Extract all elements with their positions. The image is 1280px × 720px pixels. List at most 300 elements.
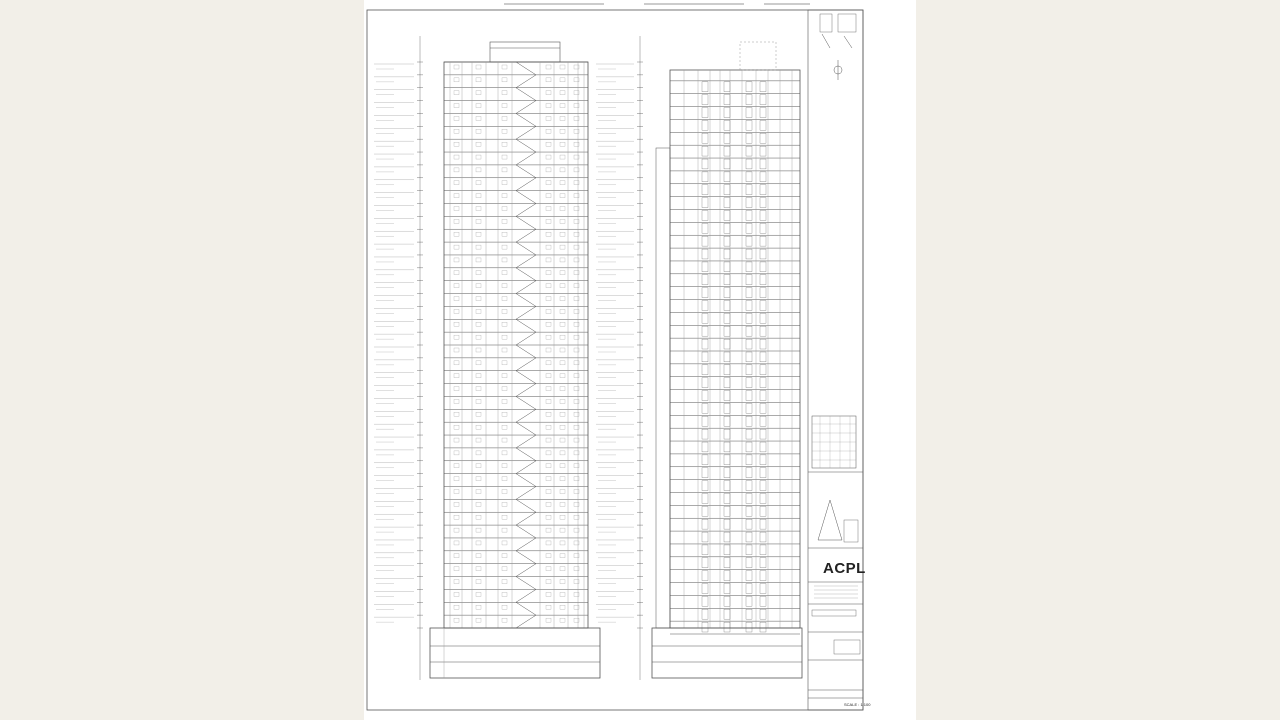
right-window — [702, 108, 708, 118]
left-opening-mark — [546, 348, 551, 352]
left-opening-mark — [454, 361, 459, 365]
left-opening-mark — [476, 567, 481, 571]
right-window — [724, 159, 730, 169]
right-window — [746, 352, 752, 362]
left-opening-mark — [502, 181, 507, 185]
left-opening-mark — [546, 374, 551, 378]
key-plan-sketch — [838, 14, 856, 32]
left-opening-mark — [476, 361, 481, 365]
left-opening-mark — [574, 78, 579, 82]
left-opening-mark — [454, 412, 459, 416]
left-opening-mark — [574, 91, 579, 95]
left-opening-mark — [454, 258, 459, 262]
left-opening-mark — [476, 541, 481, 545]
right-window — [760, 584, 766, 594]
left-opening-mark — [560, 399, 565, 403]
left-opening-mark — [502, 155, 507, 159]
left-opening-mark — [476, 399, 481, 403]
left-opening-mark — [454, 374, 459, 378]
left-opening-mark — [546, 155, 551, 159]
right-window — [702, 571, 708, 581]
left-opening-mark — [546, 258, 551, 262]
left-opening-mark — [476, 284, 481, 288]
left-opening-mark — [502, 554, 507, 558]
left-opening-mark — [574, 592, 579, 596]
right-window — [760, 429, 766, 439]
left-opening-mark — [502, 490, 507, 494]
left-opening-mark — [502, 232, 507, 236]
right-window — [760, 185, 766, 195]
left-opening-mark — [560, 451, 565, 455]
right-window — [746, 262, 752, 272]
left-opening-mark — [454, 425, 459, 429]
left-opening-mark — [546, 322, 551, 326]
right-window — [724, 519, 730, 529]
left-opening-mark — [574, 155, 579, 159]
right-window — [760, 481, 766, 491]
left-opening-mark — [546, 78, 551, 82]
right-window — [702, 146, 708, 156]
left-opening-mark — [574, 104, 579, 108]
left-opening-mark — [454, 464, 459, 468]
left-opening-mark — [476, 219, 481, 223]
left-opening-mark — [546, 567, 551, 571]
left-opening-mark — [574, 181, 579, 185]
left-opening-mark — [574, 284, 579, 288]
left-opening-mark — [502, 412, 507, 416]
right-window — [724, 185, 730, 195]
right-window — [746, 416, 752, 426]
right-window — [724, 571, 730, 581]
right-window — [724, 468, 730, 478]
left-opening-mark — [560, 104, 565, 108]
right-roof-outline — [740, 42, 776, 70]
left-opening-mark — [560, 554, 565, 558]
left-opening-mark — [454, 387, 459, 391]
left-opening-mark — [476, 181, 481, 185]
right-window — [702, 429, 708, 439]
left-opening-mark — [476, 515, 481, 519]
right-window — [760, 545, 766, 555]
right-window — [760, 558, 766, 568]
left-opening-mark — [560, 271, 565, 275]
left-opening-mark — [574, 168, 579, 172]
left-opening-mark — [574, 348, 579, 352]
left-opening-mark — [502, 528, 507, 532]
left-opening-mark — [574, 245, 579, 249]
left-opening-mark — [574, 541, 579, 545]
right-window — [746, 455, 752, 465]
left-opening-mark — [560, 78, 565, 82]
right-window — [760, 159, 766, 169]
left-opening-mark — [476, 271, 481, 275]
left-opening-mark — [574, 297, 579, 301]
right-window — [760, 378, 766, 388]
right-window — [746, 133, 752, 143]
left-opening-mark — [454, 155, 459, 159]
right-window — [746, 481, 752, 491]
left-opening-mark — [546, 232, 551, 236]
left-opening-mark — [574, 194, 579, 198]
left-opening-mark — [560, 528, 565, 532]
right-window — [702, 506, 708, 516]
left-opening-mark — [574, 528, 579, 532]
right-window — [702, 455, 708, 465]
right-window — [724, 236, 730, 246]
right-window — [702, 326, 708, 336]
right-window — [724, 429, 730, 439]
left-opening-mark — [454, 309, 459, 313]
left-opening-mark — [546, 477, 551, 481]
left-opening-mark — [454, 104, 459, 108]
right-window — [746, 198, 752, 208]
title-block-logo: ACPL — [823, 560, 866, 577]
right-window — [724, 416, 730, 426]
left-opening-mark — [574, 116, 579, 120]
left-opening-mark — [502, 502, 507, 506]
left-opening-mark — [454, 541, 459, 545]
right-window — [760, 133, 766, 143]
left-opening-mark — [502, 387, 507, 391]
right-window — [746, 185, 752, 195]
left-opening-mark — [476, 309, 481, 313]
right-window — [702, 82, 708, 92]
left-opening-mark — [476, 592, 481, 596]
left-opening-mark — [454, 477, 459, 481]
left-opening-mark — [574, 335, 579, 339]
right-window — [702, 133, 708, 143]
left-opening-mark — [574, 399, 579, 403]
key-plan-sketch — [820, 14, 832, 32]
left-opening-mark — [476, 412, 481, 416]
right-window — [724, 532, 730, 542]
left-opening-mark — [560, 490, 565, 494]
left-opening-mark — [560, 297, 565, 301]
left-opening-mark — [502, 477, 507, 481]
left-opening-mark — [546, 129, 551, 133]
right-window — [724, 494, 730, 504]
left-opening-mark — [502, 168, 507, 172]
right-window — [760, 339, 766, 349]
right-window — [760, 275, 766, 285]
right-window — [724, 506, 730, 516]
left-opening-mark — [546, 207, 551, 211]
right-window — [702, 519, 708, 529]
left-opening-mark — [476, 207, 481, 211]
right-window — [724, 82, 730, 92]
left-opening-mark — [502, 91, 507, 95]
left-opening-mark — [546, 181, 551, 185]
left-opening-mark — [574, 477, 579, 481]
right-window — [724, 95, 730, 105]
right-window — [724, 352, 730, 362]
right-window — [702, 352, 708, 362]
right-window — [724, 339, 730, 349]
right-window — [746, 82, 752, 92]
left-opening-mark — [476, 142, 481, 146]
right-window — [760, 365, 766, 375]
left-opening-mark — [454, 194, 459, 198]
left-opening-mark — [574, 554, 579, 558]
left-opening-mark — [546, 554, 551, 558]
left-opening-mark — [476, 297, 481, 301]
right-window — [702, 288, 708, 298]
right-window — [760, 236, 766, 246]
left-opening-mark — [502, 618, 507, 622]
left-opening-mark — [574, 567, 579, 571]
left-opening-mark — [476, 232, 481, 236]
right-window — [724, 120, 730, 130]
left-opening-mark — [454, 271, 459, 275]
right-window — [702, 558, 708, 568]
right-window — [746, 120, 752, 130]
right-window — [702, 532, 708, 542]
right-window — [746, 622, 752, 632]
left-opening-mark — [560, 374, 565, 378]
right-window — [724, 378, 730, 388]
right-window — [746, 211, 752, 221]
left-opening-mark — [502, 78, 507, 82]
right-window — [702, 545, 708, 555]
left-opening-mark — [454, 322, 459, 326]
right-window — [724, 584, 730, 594]
right-window — [724, 288, 730, 298]
right-window — [702, 468, 708, 478]
left-opening-mark — [454, 554, 459, 558]
right-window — [702, 584, 708, 594]
left-opening-mark — [502, 567, 507, 571]
right-window — [746, 494, 752, 504]
left-opening-mark — [560, 194, 565, 198]
left-opening-mark — [574, 361, 579, 365]
left-opening-mark — [476, 374, 481, 378]
left-opening-mark — [454, 335, 459, 339]
left-opening-mark — [560, 592, 565, 596]
left-opening-mark — [546, 297, 551, 301]
left-opening-mark — [502, 605, 507, 609]
left-opening-mark — [574, 374, 579, 378]
left-opening-mark — [454, 78, 459, 82]
left-opening-mark — [502, 65, 507, 69]
left-opening-mark — [560, 245, 565, 249]
title-block-scale: SCALE : 1:100 — [844, 702, 871, 707]
left-opening-mark — [502, 361, 507, 365]
left-opening-mark — [560, 168, 565, 172]
right-window — [724, 133, 730, 143]
left-opening-mark — [560, 605, 565, 609]
right-window — [702, 172, 708, 182]
left-opening-mark — [476, 528, 481, 532]
left-opening-mark — [560, 580, 565, 584]
right-window — [760, 172, 766, 182]
right-window — [746, 326, 752, 336]
right-window — [702, 339, 708, 349]
right-window — [760, 198, 766, 208]
left-opening-mark — [560, 258, 565, 262]
right-window — [746, 159, 752, 169]
left-opening-mark — [476, 477, 481, 481]
left-opening-mark — [502, 541, 507, 545]
right-window — [702, 159, 708, 169]
right-window — [760, 609, 766, 619]
left-opening-mark — [502, 438, 507, 442]
right-window — [746, 609, 752, 619]
right-window — [702, 442, 708, 452]
right-window — [760, 519, 766, 529]
left-opening-mark — [476, 490, 481, 494]
left-opening-mark — [546, 116, 551, 120]
left-opening-mark — [454, 65, 459, 69]
right-window — [746, 365, 752, 375]
right-window — [760, 391, 766, 401]
left-opening-mark — [546, 490, 551, 494]
left-opening-mark — [574, 309, 579, 313]
right-window — [760, 442, 766, 452]
left-opening-mark — [454, 207, 459, 211]
left-opening-mark — [574, 322, 579, 326]
left-opening-mark — [574, 464, 579, 468]
left-opening-mark — [502, 464, 507, 468]
right-window — [746, 288, 752, 298]
right-window — [724, 442, 730, 452]
left-opening-mark — [454, 515, 459, 519]
right-window — [746, 403, 752, 413]
left-opening-mark — [574, 65, 579, 69]
right-window — [724, 301, 730, 311]
left-opening-mark — [454, 142, 459, 146]
left-opening-mark — [476, 580, 481, 584]
left-opening-mark — [574, 258, 579, 262]
right-window — [746, 519, 752, 529]
left-opening-mark — [502, 258, 507, 262]
right-window — [760, 416, 766, 426]
left-opening-mark — [454, 618, 459, 622]
right-window — [746, 506, 752, 516]
left-opening-mark — [476, 78, 481, 82]
left-opening-mark — [546, 168, 551, 172]
left-opening-mark — [502, 271, 507, 275]
right-window — [746, 532, 752, 542]
left-opening-mark — [560, 541, 565, 545]
left-opening-mark — [476, 335, 481, 339]
right-window — [724, 249, 730, 259]
left-opening-mark — [546, 618, 551, 622]
right-window — [724, 313, 730, 323]
right-window — [702, 622, 708, 632]
left-opening-mark — [502, 284, 507, 288]
left-opening-mark — [476, 116, 481, 120]
right-window — [746, 571, 752, 581]
left-opening-mark — [454, 181, 459, 185]
right-window — [746, 95, 752, 105]
right-window — [746, 442, 752, 452]
left-opening-mark — [574, 412, 579, 416]
left-opening-mark — [454, 232, 459, 236]
right-elevation-wing — [656, 148, 670, 628]
right-window — [724, 146, 730, 156]
right-window — [724, 545, 730, 555]
left-opening-mark — [546, 194, 551, 198]
right-window — [702, 198, 708, 208]
left-opening-mark — [454, 399, 459, 403]
right-window — [702, 609, 708, 619]
left-opening-mark — [454, 245, 459, 249]
location-sketch-box — [844, 520, 858, 542]
left-opening-mark — [476, 65, 481, 69]
left-opening-mark — [560, 412, 565, 416]
left-opening-mark — [502, 335, 507, 339]
right-window — [760, 82, 766, 92]
right-window — [760, 211, 766, 221]
right-window — [702, 416, 708, 426]
left-opening-mark — [502, 451, 507, 455]
left-opening-mark — [502, 194, 507, 198]
section-drawing — [364, 0, 916, 720]
left-opening-mark — [546, 271, 551, 275]
left-opening-mark — [502, 374, 507, 378]
right-window — [724, 262, 730, 272]
left-opening-mark — [454, 528, 459, 532]
left-opening-mark — [476, 554, 481, 558]
right-window — [746, 391, 752, 401]
right-window — [746, 146, 752, 156]
left-opening-mark — [454, 592, 459, 596]
left-opening-mark — [502, 116, 507, 120]
right-window — [760, 468, 766, 478]
left-opening-mark — [546, 541, 551, 545]
left-opening-mark — [574, 232, 579, 236]
right-window — [702, 262, 708, 272]
right-window — [702, 313, 708, 323]
right-window — [760, 249, 766, 259]
left-opening-mark — [476, 387, 481, 391]
left-opening-mark — [560, 348, 565, 352]
right-window — [746, 378, 752, 388]
right-window — [746, 596, 752, 606]
right-window — [746, 584, 752, 594]
stamp-box — [834, 640, 860, 654]
left-opening-mark — [502, 580, 507, 584]
left-opening-mark — [454, 284, 459, 288]
left-opening-mark — [560, 502, 565, 506]
left-opening-mark — [560, 116, 565, 120]
left-opening-mark — [560, 155, 565, 159]
left-opening-mark — [574, 387, 579, 391]
right-window — [724, 622, 730, 632]
left-opening-mark — [574, 207, 579, 211]
right-window — [760, 506, 766, 516]
right-window — [746, 558, 752, 568]
left-opening-mark — [476, 91, 481, 95]
left-opening-mark — [476, 425, 481, 429]
right-window — [724, 198, 730, 208]
left-opening-mark — [476, 245, 481, 249]
left-opening-mark — [454, 490, 459, 494]
right-window — [760, 288, 766, 298]
right-window — [746, 275, 752, 285]
left-opening-mark — [546, 219, 551, 223]
left-opening-mark — [560, 335, 565, 339]
left-opening-mark — [502, 142, 507, 146]
right-window — [724, 391, 730, 401]
left-opening-mark — [546, 91, 551, 95]
right-window — [702, 236, 708, 246]
right-window — [724, 275, 730, 285]
left-opening-mark — [454, 348, 459, 352]
right-window — [746, 468, 752, 478]
left-opening-mark — [560, 361, 565, 365]
left-opening-mark — [454, 567, 459, 571]
